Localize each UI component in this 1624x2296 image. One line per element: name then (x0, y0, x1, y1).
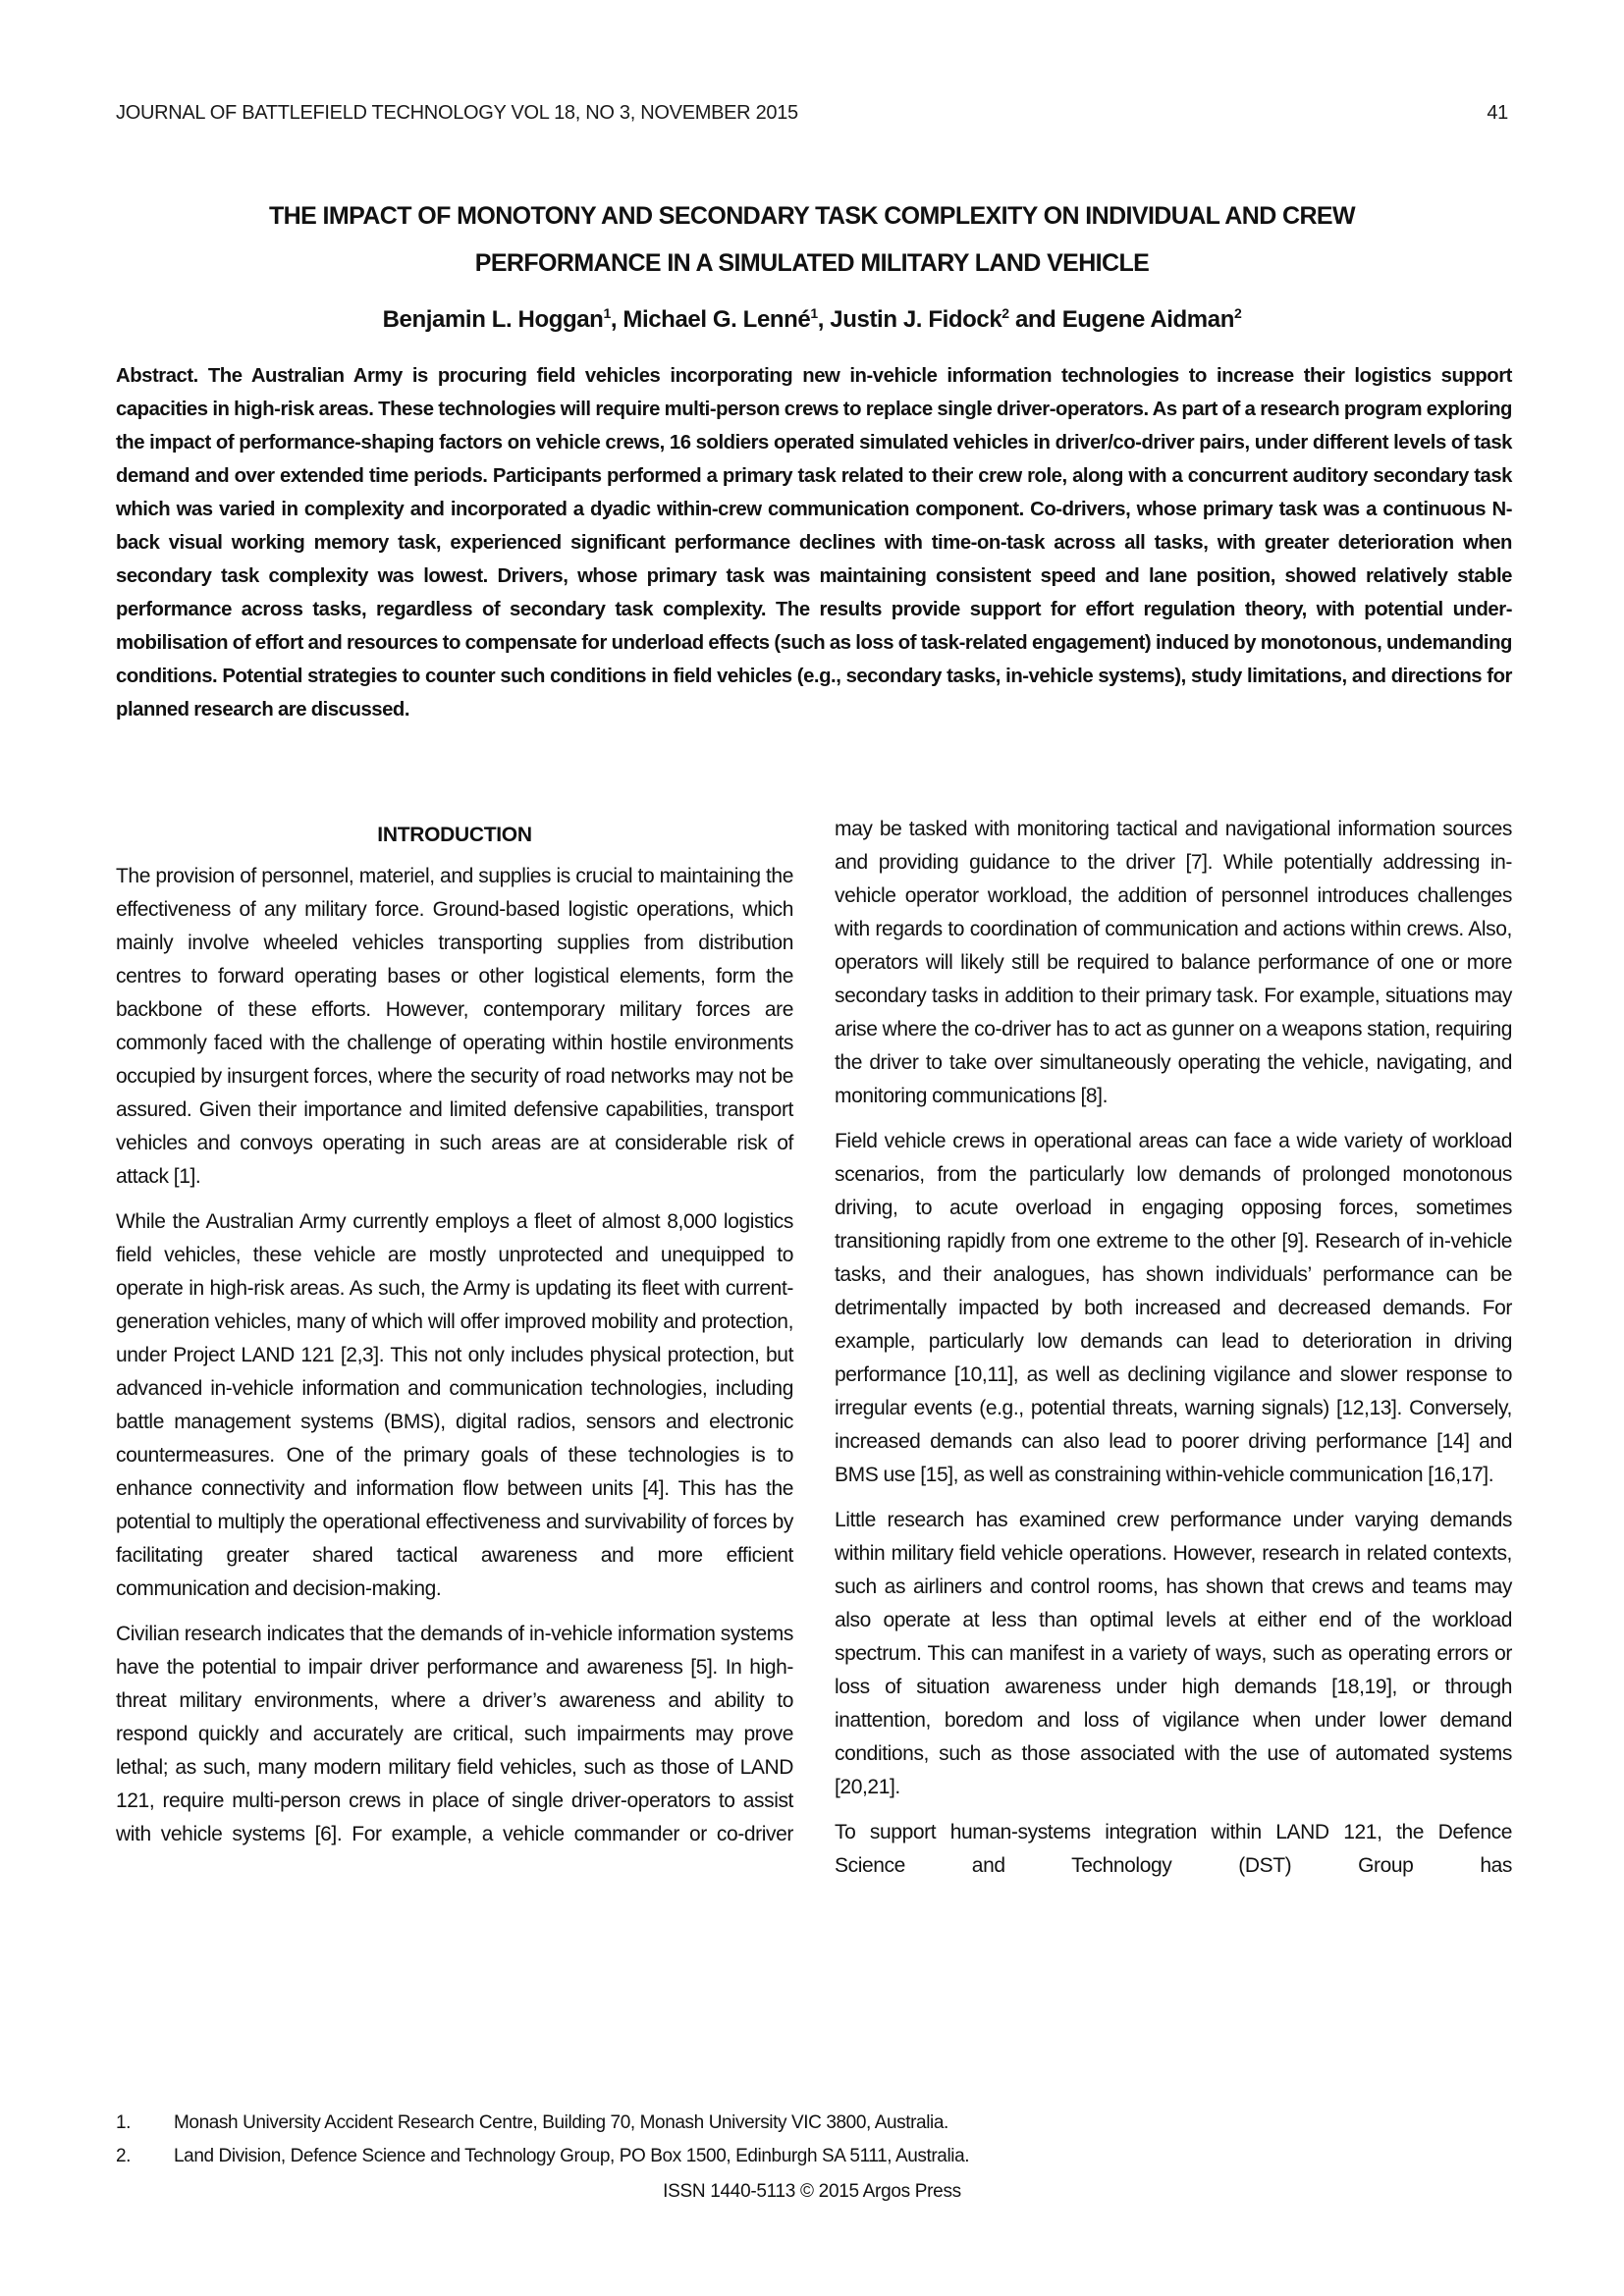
abstract: Abstract. The Australian Army is procuring field vehicles incorporating new in-vehicle information technologies to increase their logistics support capacities in high-risk areas. These technologies will require multi-person crews to replace single driver-operators. As part of a research program exploring the impact of performance-shaping factors on vehicle crews, 16 soldiers operated simulated vehicles in driver/co-driver pairs, under different levels of task demand and over extended time periods. Participants performed a primary task related to their crew role, along with a concurrent auditory secondary task which was varied in complexity and incorporated a dyadic within-crew communication component. Co-drivers, whose primary task was a continuous N-back visual working memory task, experienced significant performance declines with time-on-task across all tasks, with greater deterioration when secondary task complexity was lowest. Drivers, whose primary task was maintaining consistent speed and lane position, showed relatively stable performance across tasks, regardless of secondary task complexity. The results provide support for effort regulation theory, with potential under-mobilisation of effort and resources to compensate for underload effects (such as loss of task-related engagement) induced by monotonous, undemanding conditions. Potential strategies to counter such conditions in field vehicles (e.g., secondary tasks, in-vehicle systems), study limitations, and directions for planned research are discussed. (116, 365, 1512, 721)
left-column (116, 819, 793, 1863)
body-paragraph: To support human-systems integration within LAND 121, the Defence Science and Technology (DST) Group has (835, 1821, 1512, 1877)
author: Justin J. Fidock$^2$ and (830, 305, 1062, 333)
journal-citation: JOURNAL OF BATTLEFIELD TECHNOLOGY VOL 18, NO 3, NOVEMBER 2015 (116, 102, 798, 124)
body-paragraph: Little research has examined crew performance under varying demands within military field vehicle operations. However, research in related contexts, such as airliners and control rooms, has shown that crews and teams may also operate at less than optimal levels at either end of the workload spectrum. This can manifest in a variety of ways, such as operating errors or loss of situation awareness under high demands [18,19], or through inattention, boredom and loss of vigilance when under lower demand conditions, such as those associated with the use of automated systems [20,21]. (835, 1509, 1512, 1798)
paper-title-line-2: PERFORMANCE IN A SIMULATED MILITARY LAND VEHICLE (474, 249, 1150, 277)
affiliation-marker: 2 (1001, 305, 1009, 321)
body-paragraph: Civilian research indicates that the demands of in-vehicle information systems have the potential to impair driver performance and awareness [5]. In high-threat military environments, where a driver’s awareness and ability to respond quickly and accurately are critical, such impairments may prove lethal; as such, many modern military field vehicles, such as those of LAND 121, require multi-person crews in place of single driver-operators to assist with vehicle systems [6]. For example, a vehicle commander or co-driver (116, 1623, 793, 1845)
footnote (116, 2107, 1510, 2140)
body-paragraph: Field vehicle crews in operational areas can face a wide variety of workload scenarios, from the particularly low demands of prolonged monotonous driving, to acute overload in engaging opposing forces, sometimes transitioning rapidly from one extreme to the other [9]. Research of in-vehicle tasks, and their analogues, has shown individuals’ performance can be detrimentally impacted by both increased and decreased demands. For example, particularly low demands can lead to deterioration in driving performance [10,11], as well as declining vigilance and slower response to irregular events (e.g., potential threats, warning signals) [12,13]. Conversely, increased demands can also lead to poorer driving performance [14] and BMS use [15], as well as constraining within-vehicle communication [16,17]. (835, 1130, 1512, 1486)
page-number: 41 (1487, 102, 1508, 124)
issn-copyright: ISSN 1440-5113 © 2015 Argos Press (663, 2181, 961, 2202)
paper-title-line-1: THE IMPACT OF MONOTONY AND SECONDARY TASK COMPLEXITY ON INDIVIDUAL AND CREW (269, 202, 1355, 230)
author: Michael G. Lenné$^1$, (623, 305, 831, 333)
footnote (116, 2140, 1510, 2173)
footnote-text: Land Division, Defence Science and Technology Group, PO Box 1500, Edinburgh SA 5111, Australia. (174, 2146, 970, 2166)
right-column (835, 813, 1512, 1895)
running-header (116, 102, 1508, 125)
section-heading-introduction: INTRODUCTION (377, 824, 532, 846)
footnote-text: Monash University Accident Research Centre, Building 70, Monash University VIC 3800, Australia. (174, 2112, 948, 2133)
author: Eugene Aidman$^2$ (1061, 305, 1242, 333)
footnote-number: 2. (116, 2146, 132, 2166)
author: Benjamin L. Hoggan$^1$, (382, 305, 623, 333)
affiliation-marker: 2 (1233, 305, 1242, 321)
paper-title (116, 192, 1508, 287)
affiliation-marker: 1 (810, 305, 818, 321)
affiliation-marker: 1 (603, 305, 611, 321)
body-paragraph: The provision of personnel, materiel, and supplies is crucial to maintaining the effectiveness of any military force. Ground-based logistic operations, which mainly involve wheeled vehicles transporting supplies from distribution centres to forward operating bases or other logistical elements, form the backbone of these efforts. However, contemporary military forces are commonly faced with the challenge of operating within hostile environments occupied by insurgent forces, where the security of road networks may not be assured. Given their importance and limited defensive capabilities, transport vehicles and convoys operating in such areas are at considerable risk of attack [1]. (116, 865, 793, 1188)
body-paragraph: may be tasked with monitoring tactical and navigational information sources and providing guidance to the driver [7]. While potentially addressing in-vehicle operator workload, the addition of personnel introduces challenges with regards to coordination of communication and actions within crews. Also, operators will likely still be required to balance performance of one or more secondary tasks in addition to their primary task. For example, situations may arise where the co-driver has to act as gunner on a weapons station, requiring the driver to take over simultaneously operating the vehicle, navigating, and monitoring communications [8]. (835, 818, 1512, 1107)
footnote-number: 1. (116, 2112, 132, 2133)
footnotes (116, 2107, 1510, 2173)
body-paragraph: While the Australian Army currently employs a fleet of almost 8,000 logistics field vehicles, these vehicle are mostly unprotected and unequipped to operate in high-risk areas. As such, the Army is updating its fleet with current-generation vehicles, many of which will offer improved mobility and protection, under Project LAND 121 [2,3]. This not only includes physical protection, but advanced in-vehicle information and communication technologies, including battle management systems (BMS), digital radios, sensors and electronic countermeasures. One of the primary goals of these technologies is to enhance connectivity and information flow between units [4]. This has the potential to multiply the operational effectiveness and survivability of forces by facilitating greater shared tactical awareness and more efficient communication and decision-making. (116, 1210, 793, 1600)
author-list (116, 306, 1508, 334)
